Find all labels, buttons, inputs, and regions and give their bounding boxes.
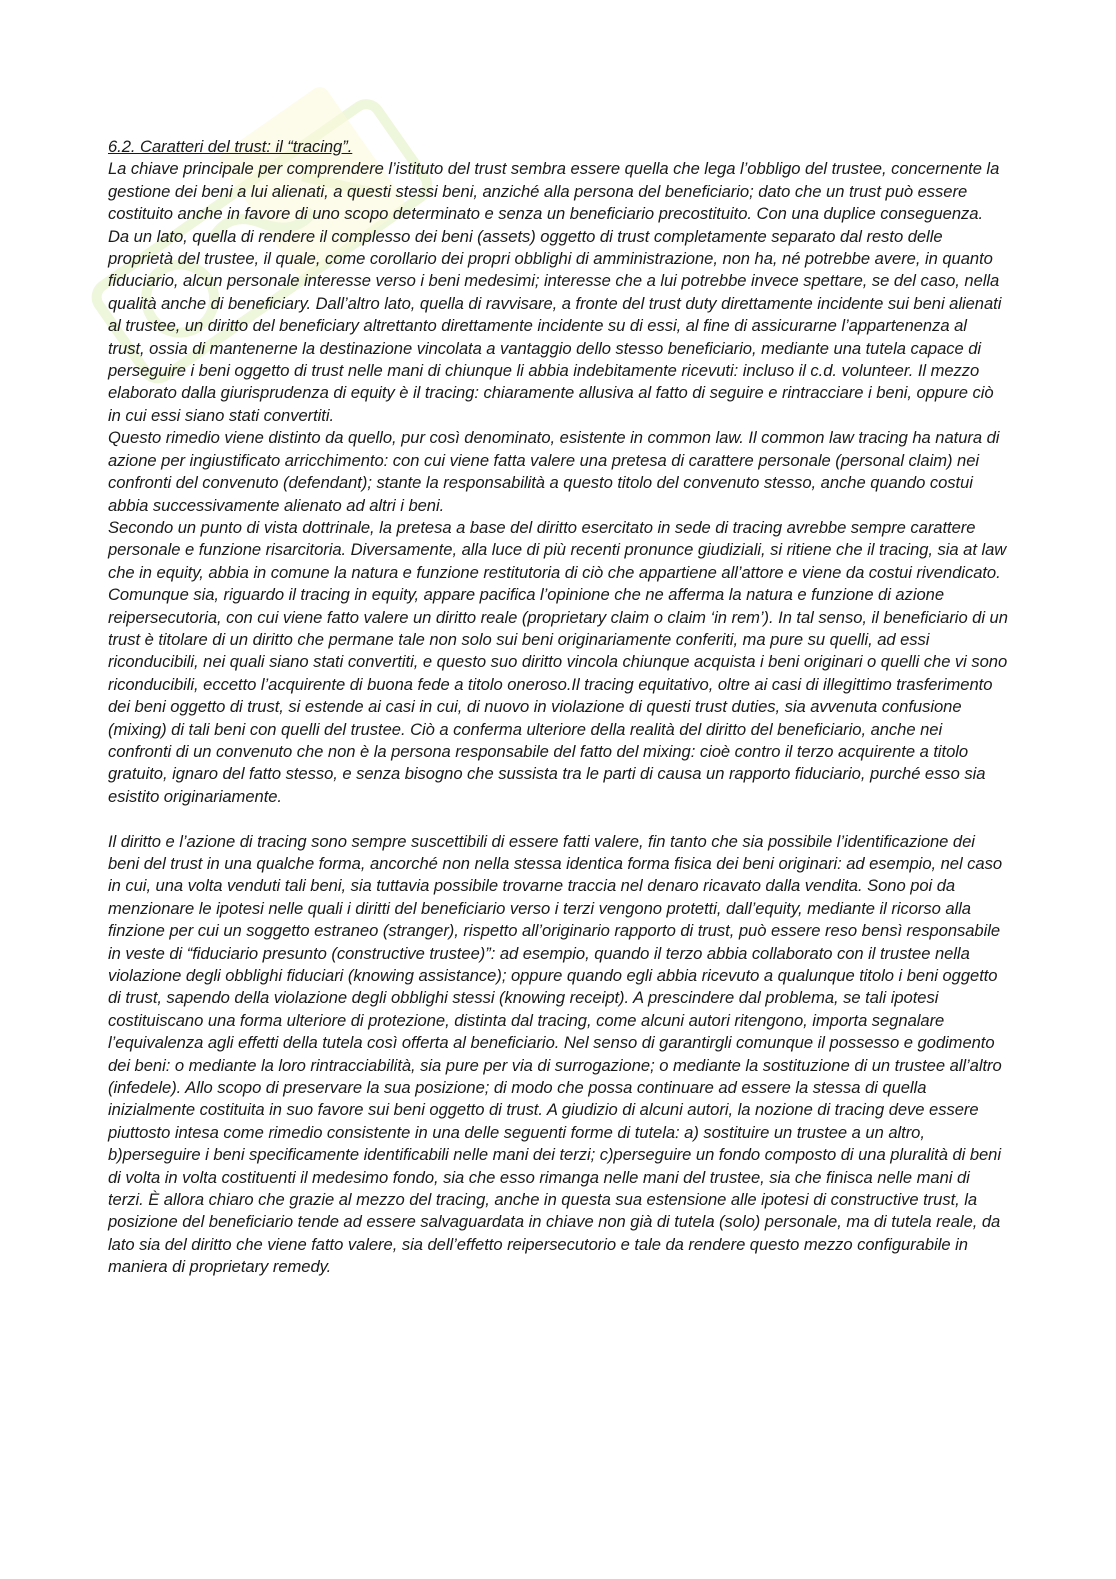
paragraph: La chiave principale per comprendere l’istituto del trust sembra essere quella che lega l’obbligo del trustee, concernente la gestione dei beni a lui alienati, a questi stessi beni, anziché alla persona del beneficiario; dato che un trust può essere costituito anche in favore di uno scopo determinato e senza un beneficiario precostituito. Con una duplice conseguenza. Da un lato, quella di rendere il complesso dei beni (assets) oggetto di trust completamente separato dal resto delle proprietà del trustee, il quale, come corollario dei propri obblighi di amministrazione, non ha, né potrebbe avere, in quanto fiduciario, alcun personale interesse verso i beni medesimi; interesse che a lui potrebbe invece spettare, se del caso, nella qualità anche di beneficiary. Dall’altro lato, quella di ravvisare, a fronte del trust duty direttamente incidente sui beni alienati al trustee, un diritto del beneficiary altrettanto direttamente incidente su di essi, al fine di assicurarne l’appartenenza al trust, ossia di mantenerne la destinazione vincolata a vantaggio dello stesso beneficiario, mediante una tutela capace di perseguire i beni oggetto di trust nelle mani di chiunque li abbia indebitamente ricevuti: incluso il c.d. volunteer. Il mezzo elaborato dalla giurisprudenza di equity è il tracing: chiaramente allusiva al fatto di seguire e rintracciare i beni, oppure ciò in cui essi siano stati convertiti. xyxy=(108,159,1002,425)
paragraph-spacer xyxy=(108,808,1008,830)
paragraph: Questo rimedio viene distinto da quello, pur così denominato, esistente in common law. Il common law tracing ha natura di azione per ingiustificato arricchimento: con cui viene fatta valere una pretesa di carattere personale (personal claim) nei confronti del convenuto (defendant); stante la responsabilità a questo titolo del convenuto stesso, anche quando costui abbia successivamente alienato ad altri i beni. xyxy=(108,428,1000,515)
section-heading: 6.2. Caratteri del trust: il “tracing”. xyxy=(108,137,353,156)
paragraph: Secondo un punto di vista dottrinale, la pretesa a base del diritto esercitato in sede di tracing avrebbe sempre carattere personale e funzione risarcitoria. Diversamente, alla luce di più recenti pronunce giudiziali, si ritiene che il tracing, sia at law che in equity, abbia in comune la natura e funzione restitutoria di ciò che appartiene all’attore e viene da costui rivendicato. Comunque sia, riguardo il tracing in equity, appare pacifica l’opinione che ne afferma la natura e funzione di azione reipersecutoria, con cui viene fatto valere un diritto reale (proprietary claim o claim ‘in rem’). In tal senso, il beneficiario di un trust è titolare di un diritto che permane tale non solo sui beni originariamente conferiti, ma pure su quelli, ad essi riconducibili, nei quali siano stati convertiti, e questo suo diritto vincola chiunque acquista i beni originari o quelli che vi sono riconducibili, eccetto l’acquirente di buona fede a titolo oneroso.Il tracing equitativo, oltre ai casi di illegittimo trasferimento dei beni oggetto di trust, si estende ai casi in cui, di nuovo in violazione di questi trust duties, sia avvenuta confusione (mixing) di tali beni con quelli del trustee. Ciò a conferma ulteriore della realità del diritto del beneficiario, anche nei confronti di un convenuto che non è la persona responsabile del fatto del mixing: cioè contro il terzo acquirente a titolo gratuito, ignaro del fatto stesso, e senza bisogno che sussista tra le parti di causa un rapporto fiduciario, purché esso sia esistito originariamente. xyxy=(108,517,1008,806)
document-body xyxy=(108,136,1008,1279)
paragraph: Il diritto e l’azione di tracing sono sempre suscettibili di essere fatti valere, fin tanto che sia possibile l’identificazione dei beni del trust in una qualche forma, ancorché non nella stessa identica forma fisica dei beni originari: ad esempio, nel caso in cui, una volta venduti tali beni, sia tuttavia possibile trovarne traccia nel denaro ricavato dalla vendita. Sono poi da menzionare le ipotesi nelle quali i diritti del beneficiario verso i terzi vengono protetti, dall’equity, mediante il ricorso alla finzione per cui un soggetto estraneo (stranger), rispetto all’originario rapporto di trust, può essere reso bensì responsabile in veste di “fiduciario presunto (constructive trustee)”: ad esempio, quando il terzo abbia collaborato con il trustee nella violazione degli obblighi fiduciari (knowing assistance); oppure quando egli abbia ricevuto a qualunque titolo i beni oggetto di trust, sapendo della violazione degli obblighi stessi (knowing receipt). A prescindere dal problema, se tali ipotesi costituiscano una forma ulteriore di protezione, distinta dal tracing, come alcuni autori ritengono, importa segnalare l’equivalenza agli effetti della tutela così offerta al beneficiario. Nel senso di garantirgli comunque il possesso e godimento dei beni: o mediante la loro rintracciabilità, sia pure per via di surrogazione; o mediante la sostituzione di un trustee all’altro (infedele). Allo scopo di preservare la sua posizione; di modo che possa continuare ad essere la stessa di quella inizialmente costituita in suo favore sui beni oggetto di trust. A giudizio di alcuni autori, la nozione di tracing deve essere piuttosto intesa come rimedio consistente in una delle seguenti forme di tutela: a) sostituire un trustee a un altro, b)perseguire i beni specificamente identificabili nelle mani dei terzi; c)perseguire un fondo composto di una pluralità di beni di volta in volta costituenti il medesimo fondo, sia che esso rimanga nelle mani del trustee, sia che finisca nelle mani di terzi. È allora chiaro che grazie al mezzo del tracing, anche in questa sua estensione alle ipotesi di constructive trust, la posizione del beneficiario tende ad essere salvaguardata in chiave non già di tutela (solo) personale, ma di tutela reale, da lato sia del diritto che viene fatto valere, sia dell’effetto reipersecutorio e tale da rendere questo mezzo configurabile in maniera di proprietary remedy. xyxy=(108,831,1003,1277)
